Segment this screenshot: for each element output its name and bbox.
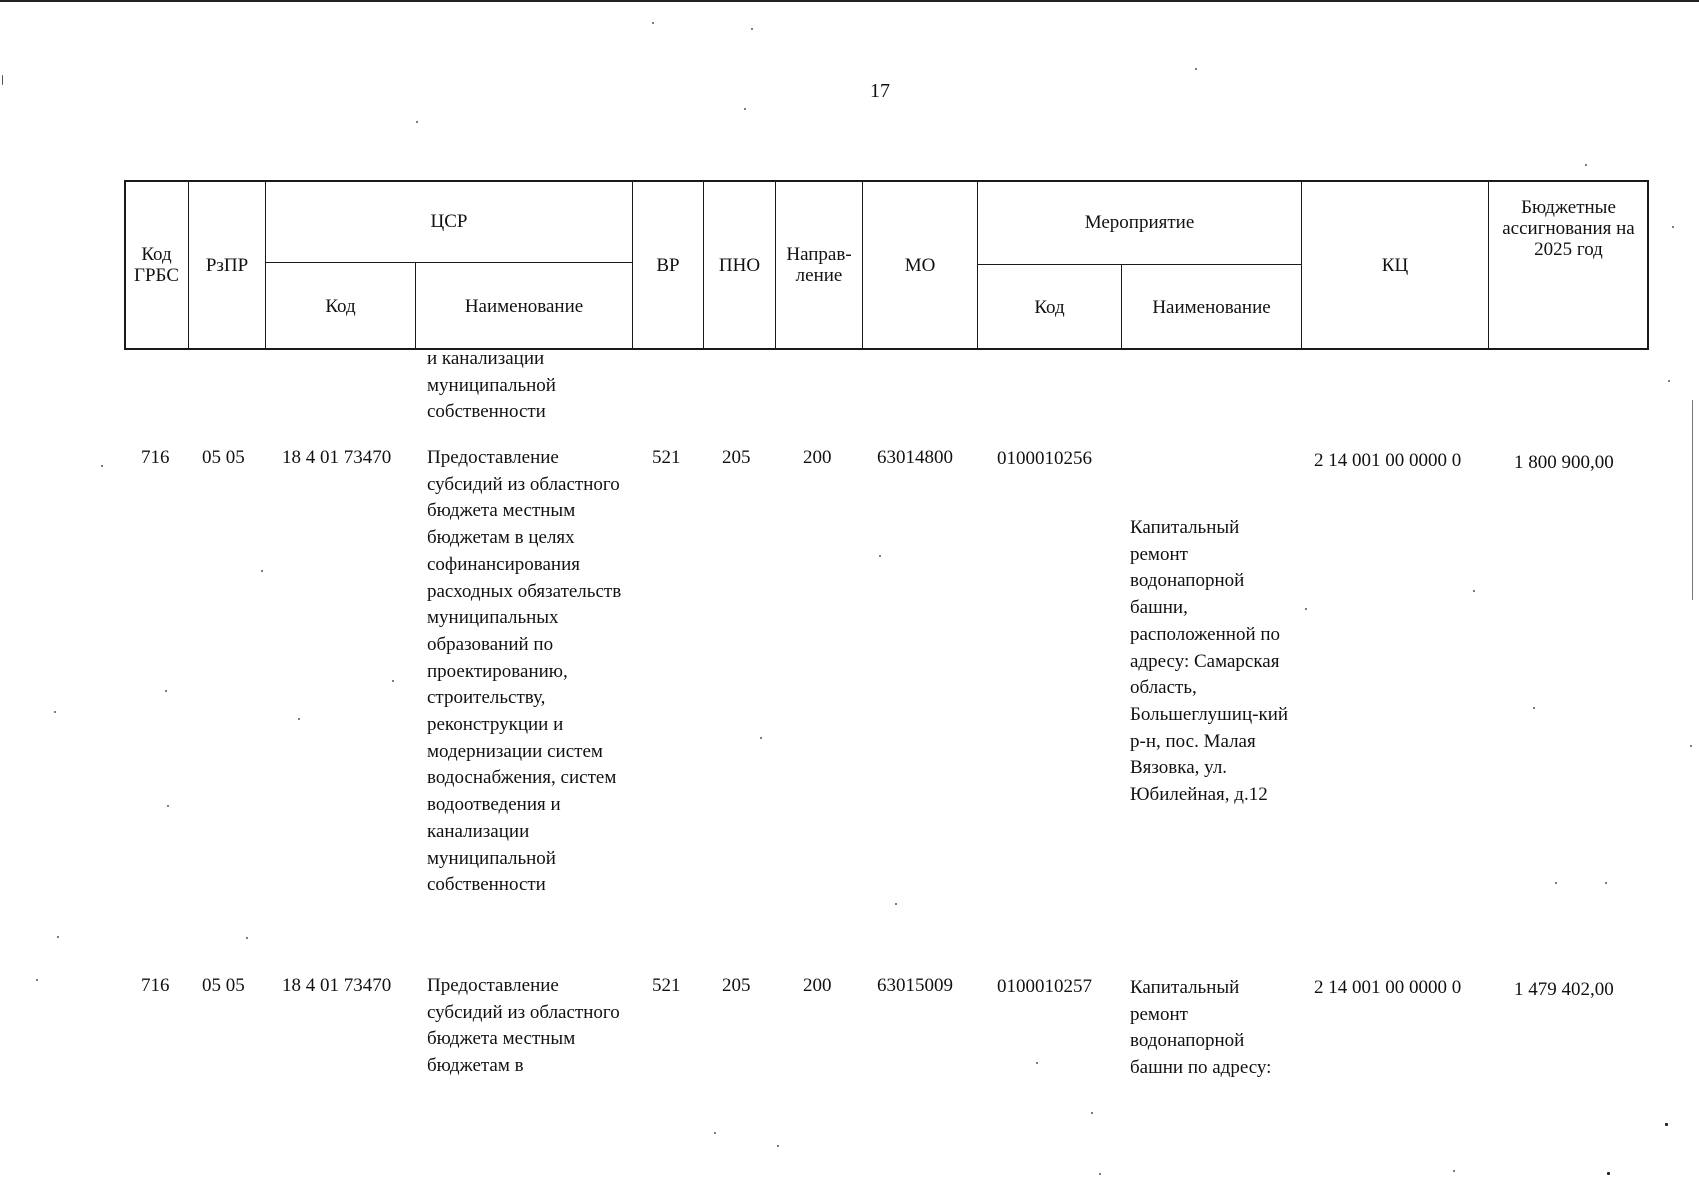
scan-speck [165, 690, 167, 692]
scan-speck [298, 718, 300, 720]
row-csr-kod: 18 4 01 73470 [282, 447, 392, 468]
row-rzpr: 05 05 [202, 975, 245, 996]
scan-speck [777, 1145, 779, 1147]
scan-speck [1668, 380, 1670, 382]
scan-speck [2, 75, 3, 85]
scan-speck [167, 805, 169, 807]
scan-speck [246, 937, 248, 939]
header-vr: ВР [632, 180, 704, 350]
header-mer-kod: Код [977, 264, 1122, 350]
scan-speck [751, 28, 753, 30]
row-mo: 63014800 [877, 447, 953, 468]
scan-speck [1692, 400, 1693, 600]
header-csr: ЦСР [265, 180, 633, 263]
header-meropriyatie: Мероприятие [977, 180, 1302, 265]
row-pno: 205 [722, 447, 751, 468]
header-mo: МО [862, 180, 978, 350]
scan-speck [760, 737, 762, 739]
row-mer-name: Капитальный ремонт водонапорной башни по адресу: [1130, 977, 1272, 1079]
row-kod-grbs: 716 [141, 447, 170, 468]
continued-cell-text: и канализации муниципальной собственности [427, 348, 556, 423]
scan-speck [1305, 608, 1307, 610]
scan-speck [1036, 1062, 1038, 1064]
header-budget: Бюджетные ассигнования на 2025 год [1488, 180, 1649, 350]
scan-speck [895, 903, 897, 905]
scan-speck [54, 711, 56, 713]
scan-speck [1605, 882, 1607, 884]
scan-speck [392, 680, 394, 682]
scan-speck [1099, 1173, 1101, 1175]
scan-speck [714, 1132, 716, 1134]
scan-speck [1585, 164, 1587, 166]
header-pno: ПНО [703, 180, 776, 350]
header-kc: КЦ [1301, 180, 1489, 350]
scan-speck [1672, 226, 1674, 228]
scan-speck [1555, 882, 1557, 884]
row-pno: 205 [722, 975, 751, 996]
header-csr-kod: Код [265, 262, 416, 350]
row-vr: 521 [652, 975, 681, 996]
header-rzpr: РзПР [188, 180, 266, 350]
header-mer-name: Наименование [1121, 264, 1302, 350]
row-napravlenie: 200 [803, 975, 832, 996]
row-kc: 2 14 001 00 0000 0 [1314, 450, 1462, 471]
row-budget: 1 800 900,00 [1514, 452, 1614, 473]
row-napravlenie: 200 [803, 447, 832, 468]
row-mer-kod: 0100010256 [997, 448, 1092, 469]
header-napravlenie: Направ-ление [775, 180, 863, 350]
scan-speck [652, 22, 654, 24]
scan-speck [57, 936, 59, 938]
header-csr-name: Наименование [415, 262, 633, 350]
scan-speck [36, 979, 38, 981]
page-number: 17 [870, 80, 890, 102]
row-mo: 63015009 [877, 975, 953, 996]
header-kod-grbs: Код ГРБС [124, 180, 189, 350]
scan-speck [1195, 68, 1197, 70]
row-vr: 521 [652, 447, 681, 468]
scan-speck [261, 570, 263, 572]
row-csr-name: Предоставление субсидий из областного бюджета местным бюджетам в [427, 975, 620, 1077]
scan-speck [1665, 1123, 1668, 1126]
row-mer-kod: 0100010257 [997, 976, 1092, 997]
scan-speck [1690, 745, 1692, 747]
row-csr-name: Предоставление субсидий из областного бюджета местным бюджетам в целях софинансирования расходных обязательств муниципальных образований по проектированию, строительству, реконструкции и модернизации систем водоснабжения, систем водоотведения и канализации муниципальной собственности [427, 447, 622, 896]
row-budget: 1 479 402,00 [1514, 979, 1614, 1000]
scan-speck [1533, 707, 1535, 709]
row-mer-name: Капитальный ремонт водонапорной башни, расположенной по адресу: Самарская область, Большеглушиц-кий р-н, пос. Малая Вязовка, ул. Юбилейная, д.12 [1130, 517, 1289, 806]
scan-speck [744, 108, 746, 110]
scan-speck [101, 465, 103, 467]
scan-speck [1473, 590, 1475, 592]
row-kc: 2 14 001 00 0000 0 [1314, 977, 1462, 998]
scan-speck [879, 555, 881, 557]
top-border-line [0, 0, 1699, 2]
scan-speck [416, 121, 418, 123]
row-csr-kod: 18 4 01 73470 [282, 975, 392, 996]
row-kod-grbs: 716 [141, 975, 170, 996]
scan-speck [1091, 1112, 1093, 1114]
scan-speck [1607, 1172, 1610, 1175]
scan-speck [1453, 1170, 1455, 1172]
row-rzpr: 05 05 [202, 447, 245, 468]
